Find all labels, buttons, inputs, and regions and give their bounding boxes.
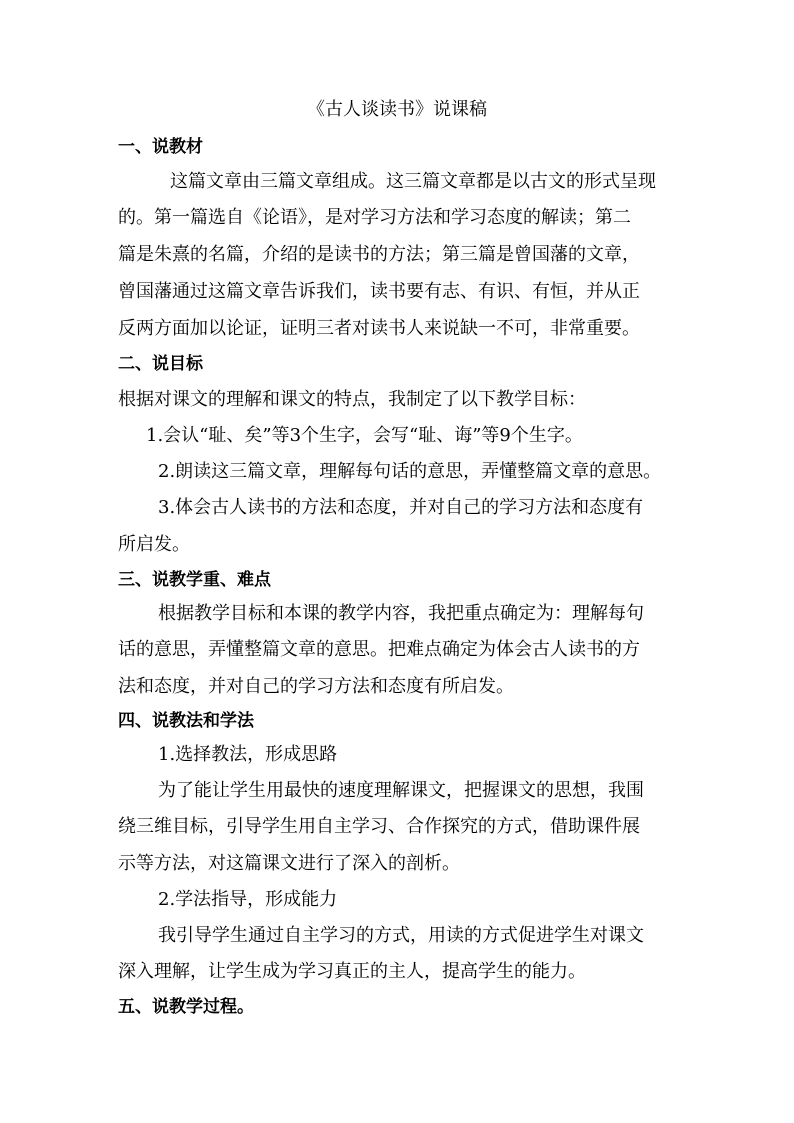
- document-title: 《古人谈读书》说课稿: [307, 99, 487, 120]
- section-heading-methods: 四、说教法和学法: [118, 711, 254, 731]
- paragraph-line: 反两方面加以论证，证明三者对读书人来说缺一不可，非常重要。: [118, 318, 640, 339]
- paragraph-line: 曾国藩通过这篇文章告诉我们，读书要有志、有识、有恒，并从正: [118, 281, 640, 302]
- sub-heading: 1.选择教法，形成思路: [158, 744, 338, 765]
- section-heading-process: 五、说教学过程。: [118, 997, 254, 1017]
- section-heading-key-points: 三、说教学重、难点: [118, 570, 271, 590]
- paragraph-line: 篇是朱熹的名篇，介绍的是读书的方法；第三篇是曾国藩的文章，: [118, 244, 640, 265]
- list-item: 2.朗读这三篇文章，理解每句话的意思，弄懂整篇文章的意思。: [158, 461, 662, 482]
- paragraph-line: 为了能让学生用最快的速度理解课文，把握课文的思想，我围: [158, 780, 644, 801]
- list-item: 3.体会古人读书的方法和态度，并对自己的学习方法和态度有: [158, 497, 644, 518]
- sub-heading: 2.学法指导，形成能力: [158, 889, 338, 910]
- paragraph-line: 深入理解，让学生成为学习真正的主人，提高学生的能力。: [118, 961, 586, 982]
- list-item: 1.会认“耻、矣”等3个生字，会写“耻、诲”等9个生字。: [146, 425, 583, 446]
- paragraph-line: 根据对课文的理解和课文的特点，我制定了以下教学目标：: [118, 389, 586, 410]
- paragraph-line: 这篇文章由三篇文章组成。这三篇文章都是以古文的形式呈现: [170, 171, 656, 192]
- paragraph-line: 话的意思，弄懂整篇文章的意思。把难点确定为体会古人读书的方: [118, 639, 640, 660]
- paragraph-line: 的。第一篇选自《论语》，是对学习方法和学习态度的解读；第二: [118, 207, 631, 228]
- paragraph-line: 法和态度，并对自己的学习方法和态度有所启发。: [118, 676, 514, 697]
- section-heading-objectives: 二、说目标: [118, 354, 203, 374]
- paragraph-line: 绕三维目标，引导学生用自主学习、合作探究的方式，借助课件展: [118, 816, 640, 837]
- list-item-continuation: 所启发。: [118, 534, 190, 555]
- paragraph-line: 示等方法，对这篇课文进行了深入的剖析。: [118, 853, 460, 874]
- paragraph-line: 根据教学目标和本课的教学内容，我把重点确定为：理解每句: [158, 603, 644, 624]
- paragraph-line: 我引导学生通过自主学习的方式，用读的方式促进学生对课文: [158, 925, 644, 946]
- section-heading-textbook: 一、说教材: [118, 137, 203, 157]
